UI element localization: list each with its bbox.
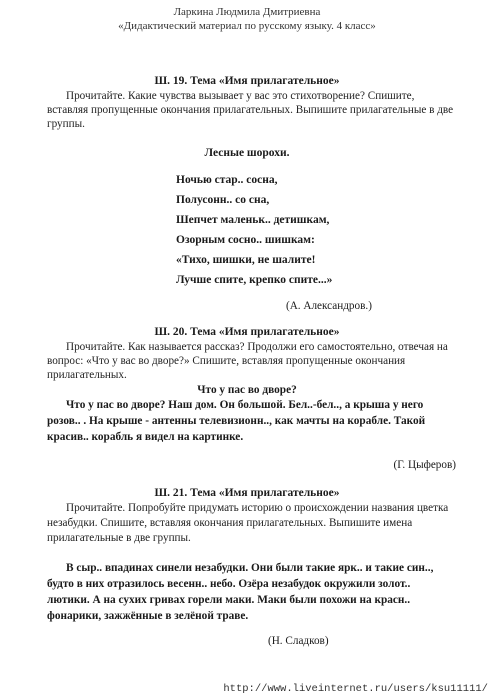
poem-line: Полусонн.. со сна,: [176, 194, 270, 206]
header-subtitle: «Дидактический материал по русскому языку. 4 класс»: [118, 20, 376, 32]
ex20-text-line: Что у пас во дворе? Наш дом. Он большой. Бел..-бел.., а крыша у него: [66, 399, 424, 411]
ex20-text-title: Что у пас во дворе?: [197, 384, 297, 396]
poem-title: Лесные шорохи.: [204, 147, 290, 159]
ex21-text-line: фонарики, зажжённые в зелёной траве.: [47, 610, 249, 622]
ex19-title: Ш. 19. Тема «Имя прилагательное»: [154, 75, 340, 87]
ex21-instr-line: прилагательные в две группы.: [47, 532, 191, 544]
ex20-instr-line: Прочитайте. Как называется рассказ? Продолжи его самостоятельно, отвечая на: [66, 341, 448, 353]
poem-line: Ночью стар.. сосна,: [176, 174, 278, 186]
footer-url: http://www.liveinternet.ru/users/ksu11111/: [223, 683, 488, 695]
ex21-author: (Н. Сладков): [268, 635, 329, 647]
header-author: Ларкина Людмила Дмитриевна: [173, 6, 321, 18]
ex20-title: Ш. 20. Тема «Имя прилагательное»: [154, 326, 340, 338]
ex19-instr-line: группы.: [47, 118, 85, 130]
ex21-title: Ш. 21. Тема «Имя прилагательное»: [154, 487, 340, 499]
poem-line: Лучше спите, крепко спите...»: [176, 274, 333, 286]
poem-line: «Тихо, шишки, не шалите!: [176, 254, 316, 266]
ex21-text-line: будто в них отразилось весенн.. небо. Озёра незабудок окружили золот..: [47, 578, 411, 590]
poem-line: Озорным сосно.. шишкам:: [176, 234, 315, 246]
poem-line: Шепчет маленьк.. детишкам,: [176, 214, 330, 226]
ex21-instr-line: Прочитайте. Попробуйте придумать историю о происхождении названия цветка: [66, 502, 449, 514]
ex21-instr-line: незабудки. Спишите, вставляя окончания прилагательных. Выпишите имена: [47, 517, 413, 529]
ex20-author: (Г. Цыферов): [393, 459, 456, 471]
ex20-instr-line: вопрос: «Что у вас во дворе?» Спишите, вставляя пропущенные окончания: [47, 355, 406, 367]
ex19-instr-line: Прочитайте. Какие чувства вызывает у вас это стихотворение? Спишите,: [66, 90, 415, 102]
ex21-text-line: лютики. А на сухих гривах горели маки. Маки были похожи на красн..: [47, 594, 411, 606]
ex21-text-line: В сыр.. впадинах синели незабудки. Они были такие ярк.. и такие син..,: [66, 562, 434, 574]
ex20-text-line: красив.. корабль я видел на картинке.: [47, 431, 244, 443]
ex19-instr-line: вставляя пропущенные окончания прилагательных. Выпишите прилагательные в две: [47, 104, 454, 116]
ex20-text-line: розов.. . На крыше - антенны телевизионн.., как мачты на корабле. Такой: [47, 415, 426, 427]
ex19-author: (А. Александров.): [286, 300, 372, 312]
ex20-instr-line: прилагательных.: [47, 369, 127, 381]
